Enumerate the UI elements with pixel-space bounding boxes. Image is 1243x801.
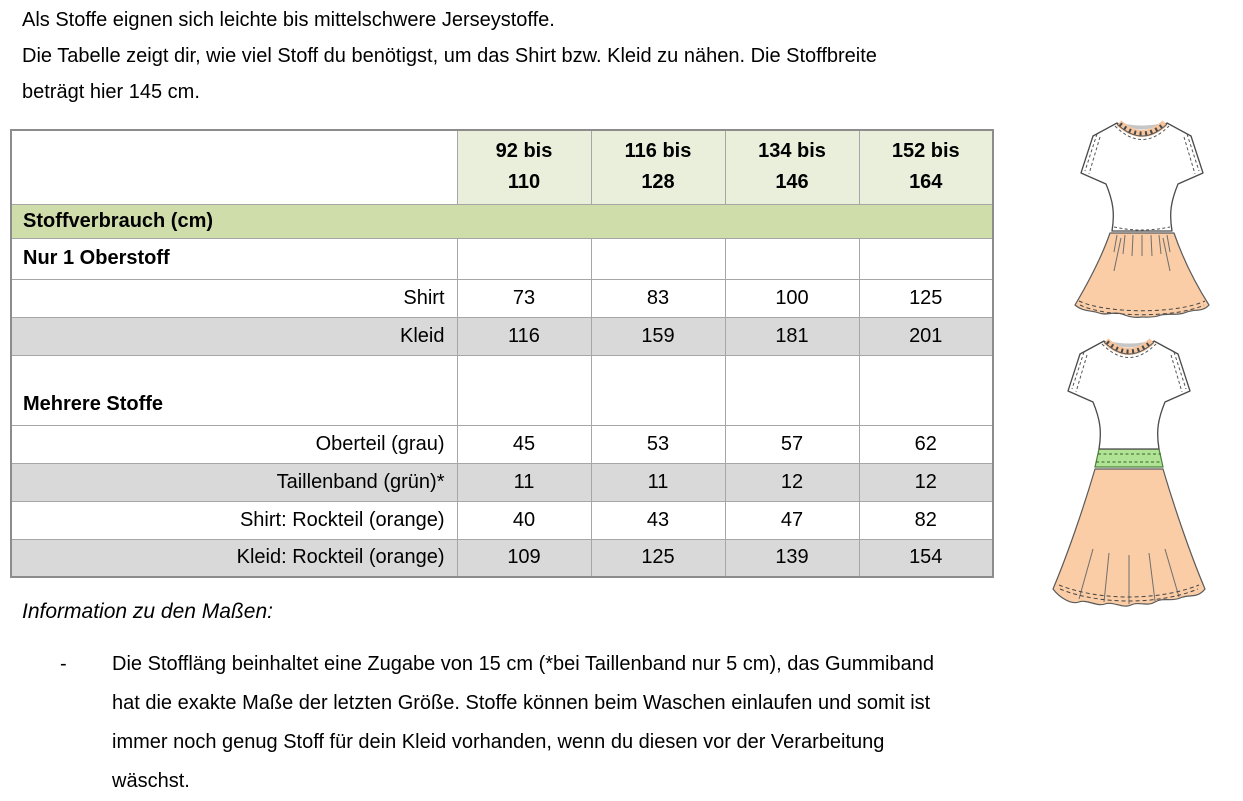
note-bullet-text xyxy=(112,645,934,801)
row-label: Mehrere Stoffe xyxy=(11,355,457,425)
value-cell: 82 xyxy=(859,501,993,539)
intro-line: Die Tabelle zeigt dir, wie viel Stoff du benötigst, um das Shirt bzw. Kleid zu nähen. Die Stoffbreite xyxy=(22,45,877,67)
value-cell: 45 xyxy=(457,425,591,463)
section-header-row xyxy=(11,204,993,238)
size-range: 110 xyxy=(507,171,541,194)
intro-line: Als Stoffe eignen sich leichte bis mittelschwere Jerseystoffe. xyxy=(22,9,555,31)
note-line: immer noch genug Stoff für dein Kleid vorhanden, wenn du diesen vor der Verarbeitung xyxy=(112,731,885,753)
empty-cell xyxy=(725,355,859,425)
dress-waistband xyxy=(1095,449,1163,467)
empty-cell xyxy=(859,238,993,279)
fabric-requirements-table xyxy=(10,129,994,578)
value-cell: 154 xyxy=(859,539,993,577)
value-cell: 43 xyxy=(591,501,725,539)
table-row xyxy=(11,355,993,425)
size-range: 164 xyxy=(909,171,943,194)
value-cell: 159 xyxy=(591,317,725,355)
size-range: 92 bis xyxy=(495,140,553,163)
size-column-header xyxy=(725,130,859,204)
size-range: 116 bis xyxy=(624,140,692,163)
empty-cell xyxy=(457,238,591,279)
row-label: Oberteil (grau) xyxy=(11,425,457,463)
intro-line: beträgt hier 145 cm. xyxy=(22,81,200,103)
size-range: 134 bis xyxy=(758,140,826,163)
empty-cell xyxy=(457,355,591,425)
table-row xyxy=(11,317,993,355)
shirt-illustration xyxy=(1056,113,1228,320)
row-label: Nur 1 Oberstoff xyxy=(11,238,457,279)
table-row xyxy=(11,539,993,577)
shirt-skirt xyxy=(1075,233,1209,317)
bullet-marker: - xyxy=(60,653,67,675)
measurement-note xyxy=(22,600,934,801)
value-cell: 12 xyxy=(859,463,993,501)
table-row xyxy=(11,501,993,539)
row-label: Kleid xyxy=(11,317,457,355)
value-cell: 11 xyxy=(457,463,591,501)
table-row xyxy=(11,238,993,279)
empty-cell xyxy=(591,238,725,279)
table-row xyxy=(11,425,993,463)
table-row xyxy=(11,279,993,317)
size-range: 152 bis xyxy=(891,140,960,163)
value-cell: 62 xyxy=(859,425,993,463)
intro-paragraph xyxy=(22,2,877,110)
value-cell: 109 xyxy=(457,539,591,577)
value-cell: 116 xyxy=(457,317,591,355)
value-cell: 100 xyxy=(725,279,859,317)
value-cell: 73 xyxy=(457,279,591,317)
value-cell: 125 xyxy=(859,279,993,317)
size-range: 128 xyxy=(641,171,675,194)
note-line: wäschst. xyxy=(112,770,190,792)
row-label: Taillenband (grün)* xyxy=(11,463,457,501)
note-line: hat die exakte Maße der letzten Größe. Stoffe können beim Waschen einlaufen und somit ist xyxy=(112,692,931,714)
empty-cell xyxy=(859,355,993,425)
value-cell: 125 xyxy=(591,539,725,577)
value-cell: 40 xyxy=(457,501,591,539)
value-cell: 139 xyxy=(725,539,859,577)
value-cell: 181 xyxy=(725,317,859,355)
value-cell: 12 xyxy=(725,463,859,501)
note-title: Information zu den Maßen: xyxy=(22,600,273,623)
dress-illustration xyxy=(1038,331,1220,618)
size-range: 146 xyxy=(775,171,809,194)
corner-cell xyxy=(11,130,457,204)
value-cell: 201 xyxy=(859,317,993,355)
shirt-bodice xyxy=(1081,123,1203,231)
value-cell: 83 xyxy=(591,279,725,317)
note-bullet xyxy=(22,645,934,801)
size-column-header xyxy=(591,130,725,204)
table-row xyxy=(11,463,993,501)
empty-cell xyxy=(591,355,725,425)
row-label: Kleid: Rockteil (orange) xyxy=(11,539,457,577)
empty-cell xyxy=(725,238,859,279)
size-header-row xyxy=(11,130,993,204)
size-column-header xyxy=(859,130,993,204)
size-column-header xyxy=(457,130,591,204)
value-cell: 11 xyxy=(591,463,725,501)
value-cell: 47 xyxy=(725,501,859,539)
note-line: Die Stoffläng beinhaltet eine Zugabe von 15 cm (*bei Taillenband nur 5 cm), das Gummiband xyxy=(112,653,934,675)
dress-skirt xyxy=(1053,469,1205,606)
value-cell: 57 xyxy=(725,425,859,463)
row-label: Shirt: Rockteil (orange) xyxy=(11,501,457,539)
row-label: Shirt xyxy=(11,279,457,317)
value-cell: 53 xyxy=(591,425,725,463)
section-title: Stoffverbrauch (cm) xyxy=(11,204,993,238)
dress-bodice xyxy=(1068,341,1190,449)
